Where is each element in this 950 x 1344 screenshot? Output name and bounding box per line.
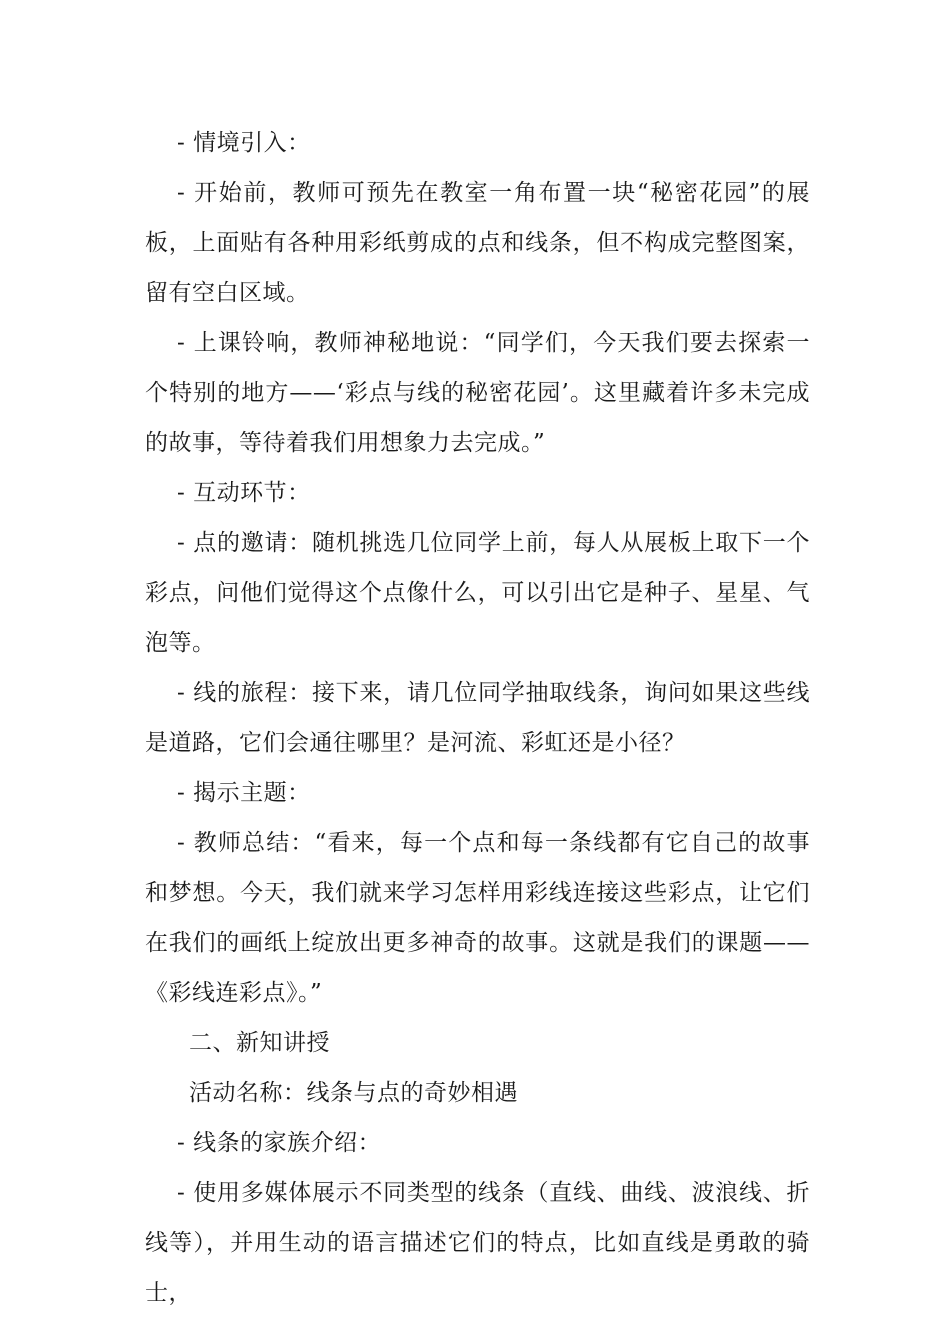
paragraph-interaction: - 互动环节： — [177, 480, 311, 506]
section-heading: 二、新知讲授 — [189, 1030, 330, 1056]
paragraph-teacher-summary: - 教师总结：“看来，每一个点和每一条线都有它自己的故事和梦想。今天，我们就来学习怎样用彩线连接这些彩点，让它们在我们的画纸上绽放出更多神奇的故事。这就是我们的课题——《彩线连彩点》。” — [145, 830, 810, 1006]
paragraph-line-family: - 线条的家族介绍： — [177, 1130, 382, 1156]
paragraph-before-class: - 开始前，教师可预先在教室一角布置一块“秘密花园”的展板，上面贴有各种用彩纸剪成的点和线条，但不构成完整图案，留有空白区域。 — [145, 180, 810, 306]
paragraph-dot-invitation: - 点的邀请：随机挑选几位同学上前，每人从展板上取下一个彩点，问他们觉得这个点像什么，可以引出它是种子、星星、气泡等。 — [145, 530, 810, 656]
paragraph-reveal-theme: - 揭示主题： — [177, 780, 311, 806]
paragraph-multimedia: - 使用多媒体展示不同类型的线条（直线、曲线、波浪线、折线等），并用生动的语言描述它们的特点，比如直线是勇敢的骑士， — [145, 1180, 810, 1306]
paragraph-bell-rings: - 上课铃响，教师神秘地说：“同学们，今天我们要去探索一个特别的地方——‘彩点与线的秘密花园’。这里藏着许多未完成的故事，等待着我们用想象力去完成。” — [145, 330, 810, 456]
paragraph-situation-intro: - 情境引入： — [177, 130, 311, 156]
activity-name: 活动名称：线条与点的奇妙相遇 — [189, 1080, 518, 1106]
document-body — [145, 118, 810, 1318]
paragraph-line-journey: - 线的旅程：接下来，请几位同学抽取线条，询问如果这些线是道路，它们会通往哪里？是河流、彩虹还是小径？ — [145, 680, 810, 756]
